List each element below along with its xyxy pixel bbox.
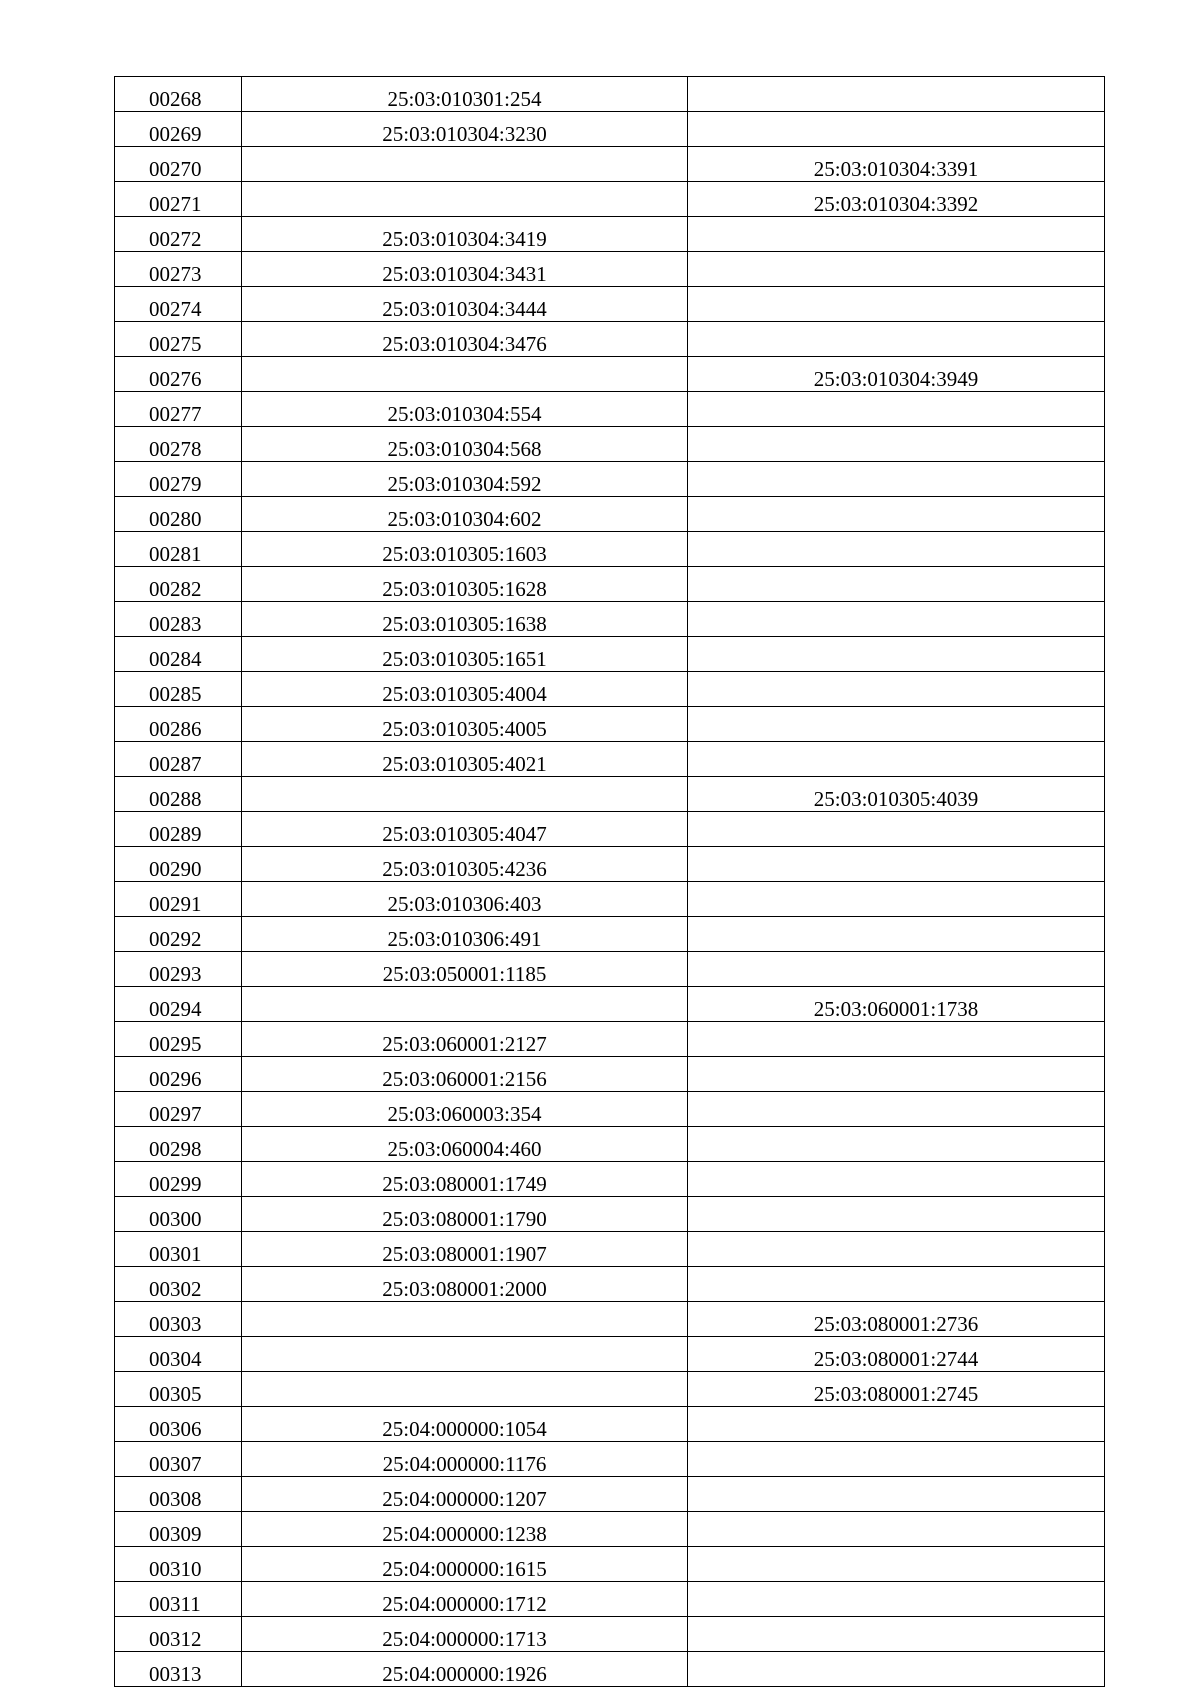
alt-cadastral-number-cell	[688, 672, 1105, 707]
cadastral-number-cell: 25:03:010304:554	[242, 392, 688, 427]
cadastral-number-cell: 25:03:060004:460	[242, 1127, 688, 1162]
row-number-cell: 00274	[115, 287, 242, 322]
alt-cadastral-number-cell	[688, 952, 1105, 987]
row-number-cell: 00308	[115, 1477, 242, 1512]
cadastral-number-cell	[242, 1302, 688, 1337]
cadastral-number-cell: 25:03:080001:1749	[242, 1162, 688, 1197]
row-number-cell: 00288	[115, 777, 242, 812]
cadastral-number-cell	[242, 987, 688, 1022]
table-row	[115, 1127, 1105, 1162]
table-row	[115, 147, 1105, 182]
table-row	[115, 112, 1105, 147]
table-row	[115, 497, 1105, 532]
alt-cadastral-number-cell	[688, 637, 1105, 672]
row-number-cell: 00278	[115, 427, 242, 462]
row-number-cell: 00303	[115, 1302, 242, 1337]
alt-cadastral-number-cell	[688, 392, 1105, 427]
row-number-cell: 00276	[115, 357, 242, 392]
row-number-cell: 00305	[115, 1372, 242, 1407]
table-row	[115, 1197, 1105, 1232]
cadastral-number-cell: 25:03:060003:354	[242, 1092, 688, 1127]
table-row	[115, 672, 1105, 707]
alt-cadastral-number-cell	[688, 1652, 1105, 1687]
cadastral-number-cell: 25:04:000000:1713	[242, 1617, 688, 1652]
alt-cadastral-number-cell	[688, 1547, 1105, 1582]
record-table-body	[115, 77, 1105, 1687]
cadastral-number-cell: 25:03:010305:1651	[242, 637, 688, 672]
cadastral-number-cell: 25:03:010305:4236	[242, 847, 688, 882]
alt-cadastral-number-cell	[688, 1512, 1105, 1547]
row-number-cell: 00289	[115, 812, 242, 847]
table-row	[115, 952, 1105, 987]
table-row	[115, 1337, 1105, 1372]
cadastral-number-cell: 25:03:010305:1628	[242, 567, 688, 602]
cadastral-number-cell: 25:03:010306:403	[242, 882, 688, 917]
row-number-cell: 00282	[115, 567, 242, 602]
table-row	[115, 1162, 1105, 1197]
table-row	[115, 812, 1105, 847]
alt-cadastral-number-cell	[688, 77, 1105, 112]
alt-cadastral-number-cell	[688, 322, 1105, 357]
row-number-cell: 00285	[115, 672, 242, 707]
alt-cadastral-number-cell	[688, 1232, 1105, 1267]
cadastral-number-cell: 25:04:000000:1926	[242, 1652, 688, 1687]
cadastral-number-cell: 25:03:010305:4004	[242, 672, 688, 707]
alt-cadastral-number-cell: 25:03:010304:3949	[688, 357, 1105, 392]
table-row	[115, 392, 1105, 427]
cadastral-number-cell: 25:03:010305:4047	[242, 812, 688, 847]
cadastral-number-cell: 25:03:010305:4021	[242, 742, 688, 777]
table-row	[115, 252, 1105, 287]
alt-cadastral-number-cell	[688, 1407, 1105, 1442]
table-row	[115, 707, 1105, 742]
row-number-cell: 00307	[115, 1442, 242, 1477]
alt-cadastral-number-cell	[688, 1162, 1105, 1197]
table-row	[115, 1512, 1105, 1547]
alt-cadastral-number-cell	[688, 1477, 1105, 1512]
row-number-cell: 00284	[115, 637, 242, 672]
alt-cadastral-number-cell	[688, 252, 1105, 287]
alt-cadastral-number-cell	[688, 1582, 1105, 1617]
row-number-cell: 00294	[115, 987, 242, 1022]
alt-cadastral-number-cell	[688, 1092, 1105, 1127]
table-row	[115, 77, 1105, 112]
table-row	[115, 602, 1105, 637]
cadastral-number-cell	[242, 1337, 688, 1372]
cadastral-number-cell: 25:03:080001:1907	[242, 1232, 688, 1267]
alt-cadastral-number-cell	[688, 567, 1105, 602]
table-row	[115, 882, 1105, 917]
row-number-cell: 00295	[115, 1022, 242, 1057]
cadastral-number-cell: 25:03:080001:2000	[242, 1267, 688, 1302]
table-row	[115, 1372, 1105, 1407]
alt-cadastral-number-cell: 25:03:010304:3392	[688, 182, 1105, 217]
row-number-cell: 00280	[115, 497, 242, 532]
table-row	[115, 1267, 1105, 1302]
alt-cadastral-number-cell	[688, 1267, 1105, 1302]
row-number-cell: 00296	[115, 1057, 242, 1092]
alt-cadastral-number-cell: 25:03:080001:2744	[688, 1337, 1105, 1372]
row-number-cell: 00300	[115, 1197, 242, 1232]
row-number-cell: 00273	[115, 252, 242, 287]
table-row	[115, 322, 1105, 357]
cadastral-number-cell: 25:04:000000:1712	[242, 1582, 688, 1617]
cadastral-number-cell: 25:03:060001:2156	[242, 1057, 688, 1092]
alt-cadastral-number-cell	[688, 847, 1105, 882]
row-number-cell: 00310	[115, 1547, 242, 1582]
cadastral-number-cell: 25:03:050001:1185	[242, 952, 688, 987]
alt-cadastral-number-cell: 25:03:010305:4039	[688, 777, 1105, 812]
alt-cadastral-number-cell	[688, 1057, 1105, 1092]
alt-cadastral-number-cell	[688, 532, 1105, 567]
table-row	[115, 1582, 1105, 1617]
table-row	[115, 1442, 1105, 1477]
cadastral-number-cell: 25:03:010304:3419	[242, 217, 688, 252]
alt-cadastral-number-cell	[688, 917, 1105, 952]
cadastral-number-cell: 25:03:010304:568	[242, 427, 688, 462]
alt-cadastral-number-cell	[688, 462, 1105, 497]
cadastral-number-cell: 25:04:000000:1615	[242, 1547, 688, 1582]
row-number-cell: 00311	[115, 1582, 242, 1617]
table-row	[115, 777, 1105, 812]
alt-cadastral-number-cell	[688, 1197, 1105, 1232]
row-number-cell: 00297	[115, 1092, 242, 1127]
row-number-cell: 00298	[115, 1127, 242, 1162]
row-number-cell: 00313	[115, 1652, 242, 1687]
cadastral-number-cell: 25:03:010305:4005	[242, 707, 688, 742]
alt-cadastral-number-cell: 25:03:080001:2736	[688, 1302, 1105, 1337]
alt-cadastral-number-cell	[688, 427, 1105, 462]
table-row	[115, 357, 1105, 392]
alt-cadastral-number-cell	[688, 112, 1105, 147]
table-row	[115, 1092, 1105, 1127]
cadastral-number-cell: 25:03:010305:1603	[242, 532, 688, 567]
alt-cadastral-number-cell	[688, 1442, 1105, 1477]
row-number-cell: 00277	[115, 392, 242, 427]
row-number-cell: 00268	[115, 77, 242, 112]
table-row	[115, 427, 1105, 462]
row-number-cell: 00270	[115, 147, 242, 182]
alt-cadastral-number-cell	[688, 602, 1105, 637]
alt-cadastral-number-cell	[688, 742, 1105, 777]
row-number-cell: 00301	[115, 1232, 242, 1267]
row-number-cell: 00272	[115, 217, 242, 252]
cadastral-number-cell	[242, 357, 688, 392]
alt-cadastral-number-cell	[688, 707, 1105, 742]
row-number-cell: 00299	[115, 1162, 242, 1197]
cadastral-number-cell: 25:03:010304:3230	[242, 112, 688, 147]
cadastral-number-cell: 25:03:010301:254	[242, 77, 688, 112]
cadastral-number-cell: 25:04:000000:1054	[242, 1407, 688, 1442]
alt-cadastral-number-cell	[688, 497, 1105, 532]
cadastral-number-cell: 25:03:010304:3444	[242, 287, 688, 322]
row-number-cell: 00271	[115, 182, 242, 217]
table-row	[115, 847, 1105, 882]
row-number-cell: 00283	[115, 602, 242, 637]
table-row	[115, 1477, 1105, 1512]
cadastral-number-cell: 25:04:000000:1207	[242, 1477, 688, 1512]
table-row	[115, 987, 1105, 1022]
row-number-cell: 00286	[115, 707, 242, 742]
alt-cadastral-number-cell	[688, 1127, 1105, 1162]
row-number-cell: 00269	[115, 112, 242, 147]
table-row	[115, 182, 1105, 217]
table-row	[115, 637, 1105, 672]
row-number-cell: 00279	[115, 462, 242, 497]
alt-cadastral-number-cell	[688, 217, 1105, 252]
alt-cadastral-number-cell	[688, 287, 1105, 322]
cadastral-number-cell	[242, 147, 688, 182]
cadastral-number-cell	[242, 182, 688, 217]
table-row	[115, 217, 1105, 252]
table-row	[115, 1302, 1105, 1337]
cadastral-number-cell	[242, 777, 688, 812]
row-number-cell: 00292	[115, 917, 242, 952]
alt-cadastral-number-cell	[688, 1022, 1105, 1057]
table-row	[115, 1022, 1105, 1057]
row-number-cell: 00304	[115, 1337, 242, 1372]
table-row	[115, 1232, 1105, 1267]
table-row	[115, 1617, 1105, 1652]
cadastral-number-cell: 25:03:010304:602	[242, 497, 688, 532]
row-number-cell: 00293	[115, 952, 242, 987]
row-number-cell: 00306	[115, 1407, 242, 1442]
cadastral-number-cell: 25:03:010306:491	[242, 917, 688, 952]
alt-cadastral-number-cell: 25:03:010304:3391	[688, 147, 1105, 182]
table-row	[115, 742, 1105, 777]
cadastral-number-cell: 25:03:010305:1638	[242, 602, 688, 637]
row-number-cell: 00291	[115, 882, 242, 917]
cadastral-number-cell: 25:04:000000:1238	[242, 1512, 688, 1547]
row-number-cell: 00287	[115, 742, 242, 777]
table-row	[115, 532, 1105, 567]
table-row	[115, 1652, 1105, 1687]
table-row	[115, 1547, 1105, 1582]
cadastral-number-cell: 25:03:080001:1790	[242, 1197, 688, 1232]
record-table	[114, 76, 1105, 1687]
cadastral-number-cell: 25:03:060001:2127	[242, 1022, 688, 1057]
table-row	[115, 287, 1105, 322]
cadastral-number-cell: 25:03:010304:592	[242, 462, 688, 497]
table-row	[115, 567, 1105, 602]
alt-cadastral-number-cell: 25:03:080001:2745	[688, 1372, 1105, 1407]
row-number-cell: 00312	[115, 1617, 242, 1652]
table-row	[115, 1057, 1105, 1092]
table-row	[115, 1407, 1105, 1442]
alt-cadastral-number-cell: 25:03:060001:1738	[688, 987, 1105, 1022]
table-row	[115, 917, 1105, 952]
table-row	[115, 462, 1105, 497]
row-number-cell: 00290	[115, 847, 242, 882]
alt-cadastral-number-cell	[688, 882, 1105, 917]
row-number-cell: 00281	[115, 532, 242, 567]
cadastral-number-cell: 25:03:010304:3476	[242, 322, 688, 357]
alt-cadastral-number-cell	[688, 1617, 1105, 1652]
alt-cadastral-number-cell	[688, 812, 1105, 847]
row-number-cell: 00302	[115, 1267, 242, 1302]
row-number-cell: 00275	[115, 322, 242, 357]
row-number-cell: 00309	[115, 1512, 242, 1547]
cadastral-number-cell: 25:03:010304:3431	[242, 252, 688, 287]
cadastral-number-cell	[242, 1372, 688, 1407]
cadastral-number-cell: 25:04:000000:1176	[242, 1442, 688, 1477]
